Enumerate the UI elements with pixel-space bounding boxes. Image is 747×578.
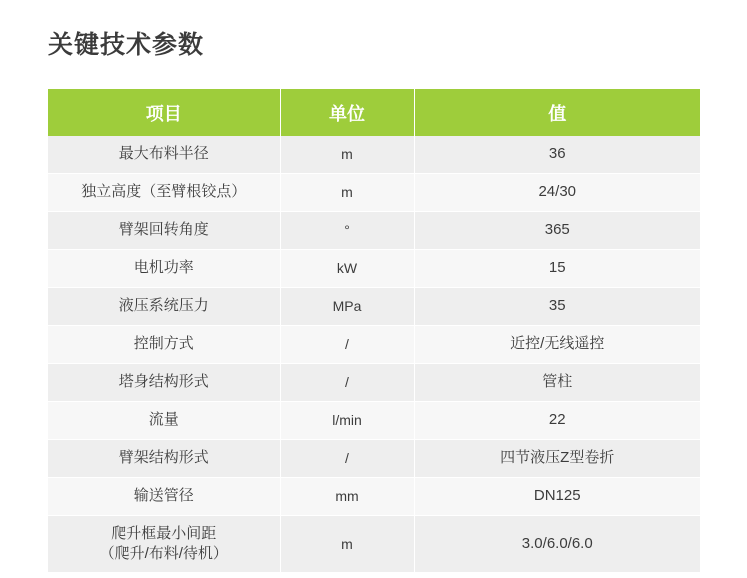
- table-row: [48, 250, 700, 288]
- cell-item: 控制方式: [48, 326, 280, 364]
- cell-item-line-1: 爬升框最小间距: [111, 524, 217, 542]
- column-header-item: 项目: [48, 89, 280, 136]
- cell-unit: /: [280, 440, 414, 478]
- cell-unit: MPa: [280, 288, 414, 326]
- cell-item-line-2: （爬升/布料/待机）: [99, 545, 228, 562]
- page-title: 关键技术参数: [48, 31, 205, 59]
- table-header-row: [48, 89, 700, 136]
- column-header-value: 值: [414, 89, 700, 136]
- cell-unit: m: [280, 136, 414, 174]
- table-row: [48, 174, 700, 212]
- cell-unit: mm: [280, 478, 414, 516]
- cell-value: 35: [414, 288, 700, 326]
- cell-item: 最大布料半径: [48, 136, 280, 174]
- cell-value: 22: [414, 402, 700, 440]
- cell-item: 液压系统压力: [48, 288, 280, 326]
- cell-item: 独立高度（至臂根铰点）: [48, 174, 280, 212]
- cell-unit: m: [280, 516, 414, 573]
- cell-item: [48, 516, 280, 573]
- column-header-unit: 单位: [280, 89, 414, 136]
- cell-item: 塔身结构形式: [48, 364, 280, 402]
- cell-value: 36: [414, 136, 700, 174]
- cell-unit: /: [280, 326, 414, 364]
- cell-unit: m: [280, 174, 414, 212]
- cell-value: 近控/无线遥控: [414, 326, 700, 364]
- cell-unit: °: [280, 212, 414, 250]
- table-row: [48, 478, 700, 516]
- cell-item: 流量: [48, 402, 280, 440]
- cell-unit: /: [280, 364, 414, 402]
- table-header: [48, 89, 700, 136]
- table-row: [48, 212, 700, 250]
- cell-value: 四节液压Z型卷折: [414, 440, 700, 478]
- table-body: [48, 136, 700, 573]
- table-row: [48, 288, 700, 326]
- cell-item: 输送管径: [48, 478, 280, 516]
- cell-value: 24/30: [414, 174, 700, 212]
- table-row: [48, 136, 700, 174]
- table-row: [48, 326, 700, 364]
- cell-value: DN125: [414, 478, 700, 516]
- cell-value: 管柱: [414, 364, 700, 402]
- cell-item: 臂架回转角度: [48, 212, 280, 250]
- table-row: [48, 402, 700, 440]
- table-row: [48, 440, 700, 478]
- cell-unit: kW: [280, 250, 414, 288]
- table-row: [48, 516, 700, 573]
- table-row: [48, 364, 700, 402]
- cell-item: 电机功率: [48, 250, 280, 288]
- cell-value: 3.0/6.0/6.0: [414, 516, 700, 573]
- technical-parameters-table: [48, 89, 700, 573]
- cell-value: 15: [414, 250, 700, 288]
- cell-value: 365: [414, 212, 700, 250]
- cell-unit: l/min: [280, 402, 414, 440]
- cell-item: 臂架结构形式: [48, 440, 280, 478]
